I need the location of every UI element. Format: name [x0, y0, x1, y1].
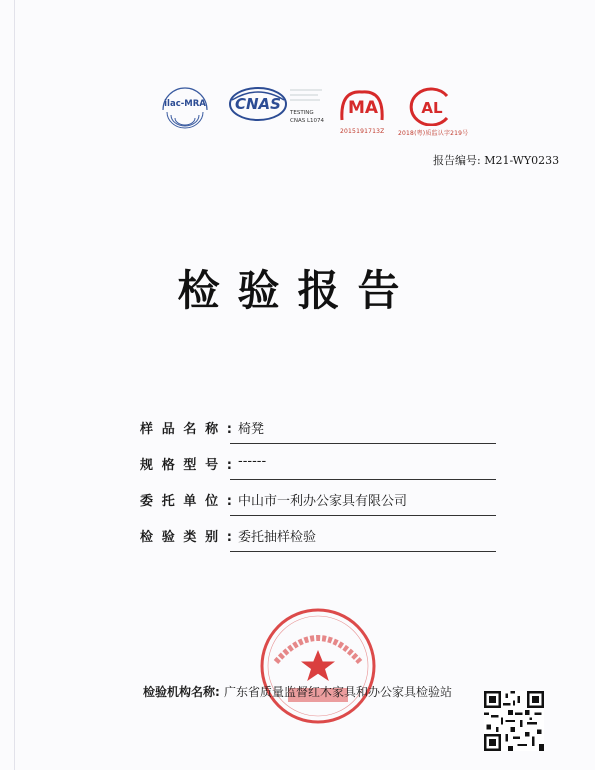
field-model [140, 448, 500, 484]
field-label: 规格型号: [140, 458, 232, 473]
field-label: 样品名称: [140, 422, 232, 437]
ilac-mra-logo [155, 82, 215, 132]
cma-caption: 2015191713Z [340, 128, 385, 135]
cnas-small-1: TESTING [290, 110, 314, 116]
cal-text: AL [421, 99, 443, 117]
underline [230, 443, 496, 444]
official-seal [258, 606, 378, 726]
underline [230, 479, 496, 480]
field-label: 委托单位: [140, 494, 232, 509]
institution-label: 检验机构名称: [143, 685, 220, 699]
field-value: 椅凳 [238, 422, 265, 437]
cnas-text: CNAS [235, 95, 281, 113]
underline [230, 515, 496, 516]
cnas-logo [228, 80, 328, 132]
field-sample-name [140, 412, 500, 448]
institution-value: 广东省质量监督红木家具和办公家具检验站 [224, 685, 453, 699]
field-value: 委托抽样检验 [238, 530, 317, 545]
accreditation-logos [0, 80, 595, 150]
field-value: ------ [238, 454, 267, 469]
underline [230, 551, 496, 552]
cnas-small-2: CNAS L1074 [290, 118, 325, 124]
qr-code [484, 691, 544, 751]
report-number: 报告编号: M21-WY0233 [433, 154, 560, 167]
page-title: 检验报告 [177, 266, 418, 315]
seal-star-icon [301, 650, 335, 681]
cal-logo [403, 86, 457, 126]
field-label: 检验类别: [140, 530, 232, 545]
info-fields [140, 412, 500, 556]
cma-logo [336, 86, 388, 126]
ilac-text: ilac-MRA [164, 99, 206, 109]
institution-name [143, 683, 452, 700]
field-value: 中山市一利办公家具有限公司 [238, 494, 408, 509]
cal-caption: 2018(粤)质监认字219号 [398, 130, 469, 137]
field-client [140, 484, 500, 520]
cma-text: MA [347, 98, 379, 118]
field-inspection-type [140, 520, 500, 556]
